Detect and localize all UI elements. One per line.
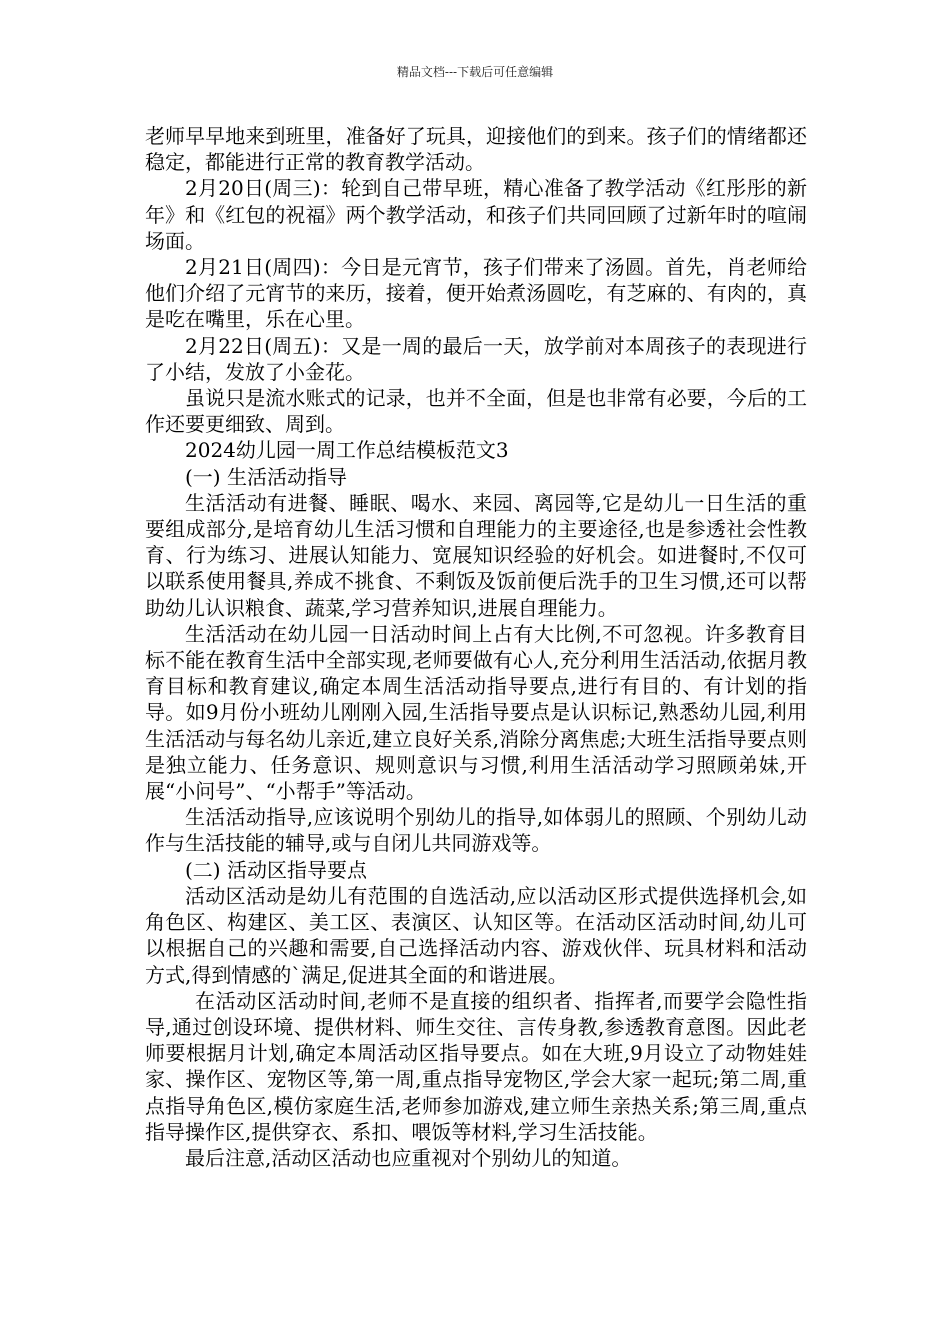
paragraph-feb20: 2月20日(周三)：轮到自己带早班，精心准备了教学活动《红彤彤的新年》和《红包的祝福》两个教学活动，和孩子们共同回顾了过新年时的喧闹场面。 bbox=[145, 176, 807, 253]
paragraph-activity-area-1: 活动区活动是幼儿有范围的自选活动,应以活动区形式提供选择机会,如角色区、构建区、美工区、表演区、认知区等。在活动区活动时间,幼儿可以根据自己的兴趣和需要,自己选择活动内容、游戏伙伴、玩具材料和活动方式,得到情感的`满足,促进其全面的和谐进展。 bbox=[145, 883, 807, 987]
page-header: 精品文档---下载后可任意编辑 bbox=[396, 65, 554, 79]
paragraph-feb22: 2月22日(周五)：又是一周的最后一天，放学前对本周孩子的表现进行了小结，发放了小金花。 bbox=[145, 333, 807, 384]
paragraph-continuation: 老师早早地来到班里，准备好了玩具，迎接他们的到来。孩子们的情绪都还稳定，都能进行正常的教育教学活动。 bbox=[145, 124, 807, 175]
paragraph-feb21: 2月21日(周四)：今日是元宵节，孩子们带来了汤圆。首先，肖老师给他们介绍了元宵节的来历，接着，便开始煮汤圆吃，有芝麻的、有肉的，真是吃在嘴里，乐在心里。 bbox=[145, 255, 807, 332]
paragraph-life-activity-3: 生活活动指导,应该说明个别幼儿的指导,如体弱儿的照顾、个别幼儿动作与生活技能的辅导,或与自闭儿共同游戏等。 bbox=[145, 805, 807, 856]
heading-activity-area: (二) 活动区指导要点 bbox=[185, 857, 367, 882]
document-body bbox=[145, 123, 807, 1171]
paragraph-activity-area-2: 在活动区活动时间,老师不是直接的组织者、指挥者,而要学会隐性指导,通过创设环境、提供材料、师生交往、言传身教,参透教育意图。因此老师要根据月计划,确定本周活动区指导要点。如在大班,9月设立了动物娃娃家、操作区、宠物区等,第一周,重点指导宠物区,学会大家一起玩;第二周,重点指导角色区,模仿家庭生活,老师参加游戏,建立师生亲热关系;第三周,重点指导操作区,提供穿衣、系扣、喂饭等材料,学习生活技能。 bbox=[145, 988, 807, 1144]
section-title: 2024幼儿园一周工作总结模板范文3 bbox=[185, 438, 509, 463]
paragraph-life-activity-2: 生活活动在幼儿园一日活动时间上占有大比例,不可忽视。许多教育目标不能在教育生活中全部实现,老师要做有心人,充分利用生活活动,依据月教育目标和教育建议,确定本周生活活动指导要点,进行有目的、有计划的指导。如9月份小班幼儿刚刚入园,生活指导要点是认识标记,熟悉幼儿园,利用生活活动与每名幼儿亲近,建立良好关系,消除分离焦虑;大班生活指导要点则是独立能力、任务意识、规则意识与习惯,利用生活活动学习照顾弟妹,开展“小问号”、“小帮手”等活动。 bbox=[145, 621, 807, 804]
heading-life-activity: (一) 生活活动指导 bbox=[185, 464, 347, 489]
paragraph-summary: 虽说只是流水账式的记录，也并不全面，但是也非常有必要，今后的工作还要更细致、周到。 bbox=[145, 386, 807, 437]
paragraph-final-note: 最后注意,活动区活动也应重视对个别幼儿的知道。 bbox=[185, 1145, 632, 1170]
paragraph-life-activity-1: 生活活动有进餐、睡眠、喝水、来园、离园等,它是幼儿一日生活的重要组成部分,是培育幼儿生活习惯和自理能力的主要途径,也是参透社会性教育、行为练习、进展认知能力、宽展知识经验的好机会。如进餐时,不仅可以联系使用餐具,养成不挑食、不剩饭及饭前便后洗手的卫生习惯,还可以帮助幼儿认识粮食、蔬菜,学习营养知识,进展自理能力。 bbox=[145, 490, 807, 620]
